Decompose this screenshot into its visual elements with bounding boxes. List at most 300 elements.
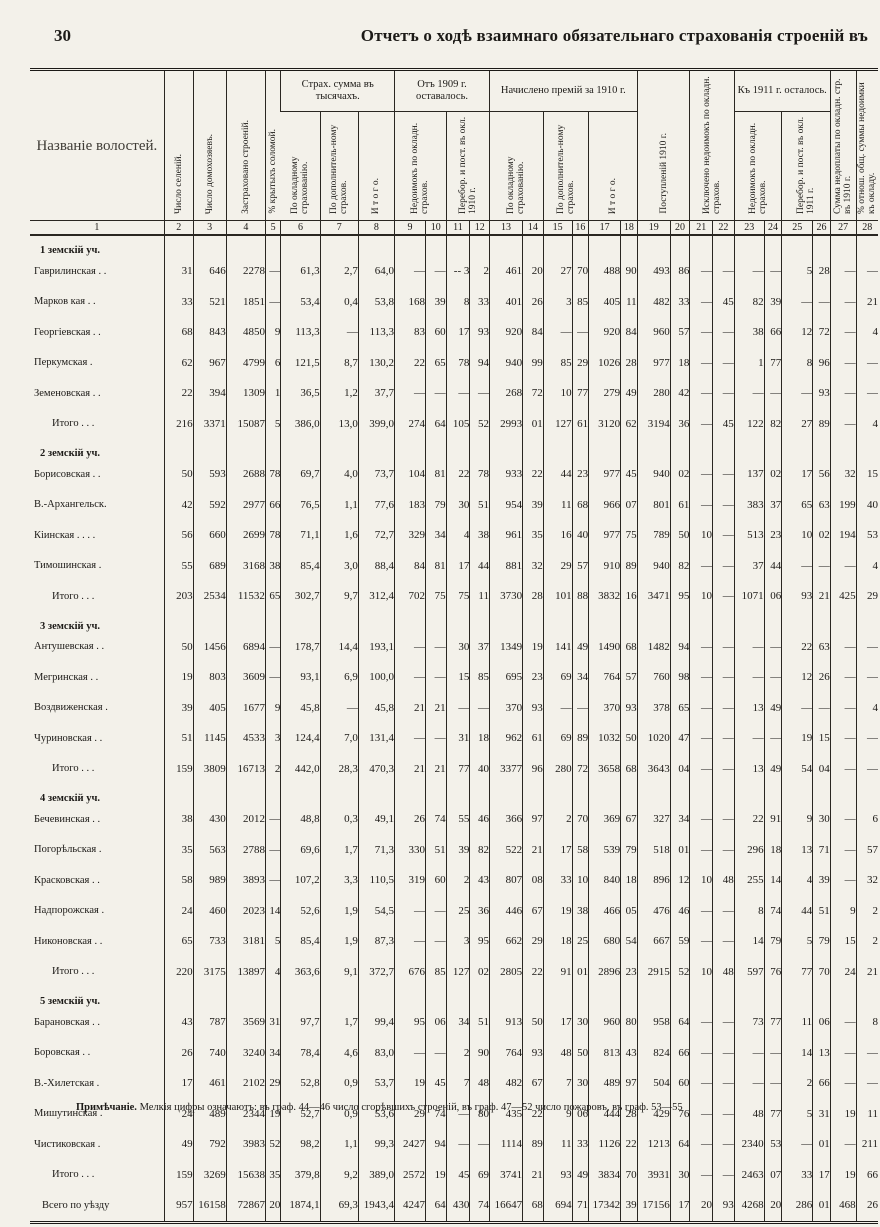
cell-c17: 3834 (589, 1160, 621, 1191)
cell-c4 (226, 784, 265, 804)
cell-c6 (281, 784, 320, 804)
cell-c20: 04 (670, 754, 690, 785)
cell-c14: 68 (523, 1190, 544, 1222)
cell-c27: — (830, 409, 856, 440)
cell-c11: 31 (446, 723, 470, 754)
cell-c15: 69 (543, 662, 572, 693)
cell-c25: 27 (782, 409, 813, 440)
cell-c25: 54 (782, 754, 813, 785)
cell-c11 (446, 235, 470, 256)
cell-c19: 896 (637, 865, 670, 896)
cell-c11: 7 (446, 1068, 470, 1099)
cell-c13: 366 (490, 804, 523, 835)
cell-c28: 211 (856, 1129, 878, 1160)
cell-c13: 933 (490, 459, 523, 490)
cell-c20: 47 (670, 723, 690, 754)
cell-c17: 966 (589, 490, 621, 521)
cell-c6: 379,8 (281, 1160, 320, 1191)
cell-c15 (543, 612, 572, 632)
cell-c11: 78 (446, 348, 470, 379)
subtotal-row (30, 957, 878, 988)
cell-c19: 504 (637, 1068, 670, 1099)
cell-c4 (226, 235, 265, 256)
cell-c9 (395, 612, 426, 632)
cell-c4: 3168 (226, 551, 265, 582)
cell-c24: — (764, 378, 782, 409)
cell-c3: 405 (193, 693, 226, 724)
cell-c3 (193, 612, 226, 632)
cell-c22: — (713, 754, 735, 785)
cell-c2: 38 (164, 804, 193, 835)
cell-c9: 84 (395, 551, 426, 582)
cell-c26: 26 (813, 662, 831, 693)
cell-c9 (395, 987, 426, 1007)
cell-c4: 3569 (226, 1007, 265, 1038)
cell-c12: 37 (470, 632, 490, 663)
cell-c11: 127 (446, 957, 470, 988)
header-premium-total: И т о г о. (589, 112, 638, 221)
cell-c16: 61 (572, 409, 589, 440)
cell-c17: 3832 (589, 581, 621, 612)
cell-c14: 28 (523, 581, 544, 612)
cell-c4: 2344 (226, 1099, 265, 1130)
cell-c6 (281, 439, 320, 459)
cell-c23: 38 (734, 317, 764, 348)
cell-c26: — (813, 693, 831, 724)
volost-name: Красковская . . (34, 874, 100, 886)
cell-c18: 23 (621, 957, 638, 988)
group-charged-1910: Начислено премій за 1910 г. (490, 70, 638, 112)
cell-c8: 53,7 (358, 1068, 394, 1099)
cell-c2: 203 (164, 581, 193, 612)
cell-c6: 78,4 (281, 1038, 320, 1069)
cell-c7: 1,9 (320, 926, 358, 957)
cell-c2: 65 (164, 926, 193, 957)
cell-c25: 4 (782, 865, 813, 896)
cell-c27: 32 (830, 459, 856, 490)
cell-c26: 15 (813, 723, 831, 754)
cell-c12: 74 (470, 1190, 490, 1222)
cell-c12: 85 (470, 662, 490, 693)
cell-c24: 79 (764, 926, 782, 957)
cell-c4: 2023 (226, 896, 265, 927)
cell-c21: 10 (690, 520, 713, 551)
column-number: 9 (395, 221, 426, 236)
cell-c24: 20 (764, 1190, 782, 1222)
cell-c14: 22 (523, 1099, 544, 1130)
cell-c15 (543, 439, 572, 459)
cell-c15: 3 (543, 287, 572, 318)
cell-c17: 3120 (589, 409, 621, 440)
cell-c17: 813 (589, 1038, 621, 1069)
cell-c22: — (713, 520, 735, 551)
cell-c4: 3983 (226, 1129, 265, 1160)
volost-name: Итого . . . (52, 418, 95, 430)
cell-c28: — (856, 348, 878, 379)
cell-c9: 274 (395, 409, 426, 440)
cell-c16: 29 (572, 348, 589, 379)
cell-c16: 49 (572, 632, 589, 663)
cell-c5: 65 (265, 581, 280, 612)
cell-c23: 2340 (734, 1129, 764, 1160)
cell-c21: — (690, 459, 713, 490)
column-number: 14 (523, 221, 544, 236)
cell-c24: 77 (764, 1099, 782, 1130)
cell-c2: 62 (164, 348, 193, 379)
cell-c23 (734, 439, 764, 459)
cell-c5 (265, 235, 280, 256)
cell-c11 (446, 987, 470, 1007)
cell-c15 (543, 784, 572, 804)
cell-c2: 159 (164, 1160, 193, 1191)
cell-c14 (523, 235, 544, 256)
cell-c14: 08 (523, 865, 544, 896)
cell-c27: — (830, 1038, 856, 1069)
cell-c27: — (830, 551, 856, 582)
cell-c3: 3371 (193, 409, 226, 440)
cell-c11: 75 (446, 581, 470, 612)
cell-c19: 3643 (637, 754, 670, 785)
cell-c16: 58 (572, 835, 589, 866)
cell-c27 (830, 439, 856, 459)
cell-c12: 46 (470, 804, 490, 835)
cell-c18: 39 (621, 1190, 638, 1222)
cell-c7: 0,4 (320, 287, 358, 318)
volost-name: В.-Хилетская . (34, 1077, 100, 1089)
cell-c12: 2 (470, 256, 490, 287)
cell-c21: — (690, 835, 713, 866)
cell-c12: 93 (470, 317, 490, 348)
volost-name: Марков кая . . (34, 296, 96, 308)
column-number: 18 (621, 221, 638, 236)
cell-c9: 19 (395, 1068, 426, 1099)
cell-c3: 989 (193, 865, 226, 896)
cell-c11: 30 (446, 632, 470, 663)
cell-c11: 15 (446, 662, 470, 693)
cell-c12: 48 (470, 1068, 490, 1099)
cell-c20 (670, 439, 690, 459)
column-number: 26 (813, 221, 831, 236)
volost-name: Итого . . . (52, 590, 95, 602)
cell-c15: 127 (543, 409, 572, 440)
cell-c21: — (690, 1007, 713, 1038)
cell-c4 (226, 439, 265, 459)
cell-c11: 2 (446, 1038, 470, 1069)
cell-c4: 2102 (226, 1068, 265, 1099)
cell-c25: 2 (782, 1068, 813, 1099)
cell-c4: 3609 (226, 662, 265, 693)
cell-c9: 2572 (395, 1160, 426, 1191)
cell-c23: — (734, 662, 764, 693)
cell-c26: 93 (813, 378, 831, 409)
cell-c26: 63 (813, 490, 831, 521)
cell-c22: 48 (713, 865, 735, 896)
cell-c20 (670, 987, 690, 1007)
cell-c16 (572, 612, 589, 632)
cell-c6: 53,4 (281, 287, 320, 318)
cell-c4: 2977 (226, 490, 265, 521)
section-label: 2 земскій уч. (40, 448, 101, 459)
cell-c26 (813, 987, 831, 1007)
cell-c19 (637, 439, 670, 459)
cell-c8: 399,0 (358, 409, 394, 440)
cell-c18: 89 (621, 551, 638, 582)
cell-c3: 563 (193, 835, 226, 866)
cell-c2: 49 (164, 1129, 193, 1160)
cell-c12: 95 (470, 926, 490, 957)
cell-c23: 513 (734, 520, 764, 551)
cell-c24: 76 (764, 957, 782, 988)
cell-c25 (782, 439, 813, 459)
column-number: 21 (690, 221, 713, 236)
cell-c3: 489 (193, 1099, 226, 1130)
cell-c8 (358, 987, 394, 1007)
cell-c11: 34 (446, 1007, 470, 1038)
cell-c19: 3931 (637, 1160, 670, 1191)
footnote-label: Примѣчаніе. (76, 1102, 137, 1113)
cell-c16: 10 (572, 865, 589, 896)
cell-c12: 33 (470, 287, 490, 318)
cell-c18 (621, 987, 638, 1007)
cell-c13: 954 (490, 490, 523, 521)
cell-c12 (470, 612, 490, 632)
cell-c21 (690, 987, 713, 1007)
cell-c24: 77 (764, 348, 782, 379)
cell-c17: 2896 (589, 957, 621, 988)
cell-c19: 940 (637, 459, 670, 490)
cell-c11 (446, 784, 470, 804)
cell-c18: 70 (621, 1160, 638, 1191)
cell-c5: — (265, 835, 280, 866)
cell-c8: 130,2 (358, 348, 394, 379)
cell-c10: 85 (425, 957, 446, 988)
cell-c20: 94 (670, 632, 690, 663)
cell-c21: 20 (690, 1190, 713, 1222)
cell-c26: 01 (813, 1129, 831, 1160)
cell-c10: — (425, 1038, 446, 1069)
subtotal-row (30, 409, 878, 440)
cell-c13: 3730 (490, 581, 523, 612)
cell-c14: 22 (523, 459, 544, 490)
cell-c4: 4533 (226, 723, 265, 754)
cell-c2 (164, 784, 193, 804)
cell-c7 (320, 987, 358, 1007)
cell-c12: 44 (470, 551, 490, 582)
cell-c7: 0,9 (320, 1068, 358, 1099)
cell-c20 (670, 784, 690, 804)
cell-c25: 5 (782, 1099, 813, 1130)
cell-c21: — (690, 662, 713, 693)
cell-c23: 8 (734, 896, 764, 927)
cell-c17: 370 (589, 693, 621, 724)
cell-c5: 31 (265, 1007, 280, 1038)
cell-c27: 19 (830, 1099, 856, 1130)
cell-c16: 88 (572, 581, 589, 612)
cell-c7: 69,3 (320, 1190, 358, 1222)
cell-c4 (226, 987, 265, 1007)
cell-c2: 26 (164, 1038, 193, 1069)
cell-c25 (782, 784, 813, 804)
cell-c14: 84 (523, 317, 544, 348)
cell-c18: 50 (621, 723, 638, 754)
cell-c18: 54 (621, 926, 638, 957)
cell-c10: 74 (425, 1099, 446, 1130)
cell-c9: — (395, 926, 426, 957)
cell-c5: 34 (265, 1038, 280, 1069)
cell-c10: 34 (425, 520, 446, 551)
cell-c5 (265, 439, 280, 459)
cell-c24: 18 (764, 835, 782, 866)
cell-c5: — (265, 256, 280, 287)
cell-c17: 1126 (589, 1129, 621, 1160)
cell-c7: 9,2 (320, 1160, 358, 1191)
cell-c20 (670, 235, 690, 256)
cell-c11: 77 (446, 754, 470, 785)
cell-c21: — (690, 754, 713, 785)
cell-c7: 9,1 (320, 957, 358, 988)
volost-name: Антушевская . . (34, 641, 105, 653)
table-row (30, 1038, 878, 1069)
cell-c7: 1,9 (320, 896, 358, 927)
cell-c5: 9 (265, 317, 280, 348)
column-number: 8 (358, 221, 394, 236)
cell-c23 (734, 612, 764, 632)
cell-c15: 48 (543, 1038, 572, 1069)
cell-c22: — (713, 1038, 735, 1069)
cell-c8: 312,4 (358, 581, 394, 612)
cell-c28: 4 (856, 551, 878, 582)
cell-c17 (589, 439, 621, 459)
cell-c11: -- 3 (446, 256, 470, 287)
cell-c23: 73 (734, 1007, 764, 1038)
cell-c28: — (856, 256, 878, 287)
cell-c28: 8 (856, 1007, 878, 1038)
cell-c12: 02 (470, 957, 490, 988)
cell-c24: 02 (764, 459, 782, 490)
cell-c25 (782, 235, 813, 256)
cell-c28: 2 (856, 896, 878, 927)
volost-name: Тимошинская . (34, 560, 102, 572)
cell-c13 (490, 439, 523, 459)
cell-c15: 694 (543, 1190, 572, 1222)
cell-c28: 4 (856, 317, 878, 348)
cell-c27 (830, 612, 856, 632)
cell-c28: — (856, 632, 878, 663)
cell-c2: 957 (164, 1190, 193, 1222)
cell-c28: 6 (856, 804, 878, 835)
cell-c21: — (690, 1129, 713, 1160)
cell-c8 (358, 235, 394, 256)
cell-c26: 21 (813, 581, 831, 612)
cell-c10: 21 (425, 693, 446, 724)
cell-c11: 105 (446, 409, 470, 440)
cell-c25: 77 (782, 957, 813, 988)
cell-c14: 21 (523, 1160, 544, 1191)
cell-c10: — (425, 378, 446, 409)
cell-c19: 1482 (637, 632, 670, 663)
cell-c20: 95 (670, 581, 690, 612)
cell-c25: 286 (782, 1190, 813, 1222)
cell-c26: 17 (813, 1160, 831, 1191)
cell-c22: — (713, 256, 735, 287)
cell-c27: — (830, 835, 856, 866)
volost-name: Боровская . . (34, 1047, 91, 1059)
cell-c26: 72 (813, 317, 831, 348)
cell-c11: 430 (446, 1190, 470, 1222)
cell-c7: 4,0 (320, 459, 358, 490)
cell-c28: — (856, 754, 878, 785)
cell-c7 (320, 784, 358, 804)
cell-c27: — (830, 287, 856, 318)
table-row (30, 835, 878, 866)
cell-c20: 57 (670, 317, 690, 348)
cell-c2: 55 (164, 551, 193, 582)
cell-c21: — (690, 1099, 713, 1130)
cell-c18: 18 (621, 865, 638, 896)
cell-c18: 05 (621, 896, 638, 927)
footnote-text: Мелкія цифры означаютъ: въ граф. 44—46 число сгорѣвшихъ строеній, въ граф. 47—52 число пожаровъ, въ граф. 53—55 (139, 1102, 683, 1113)
column-number: 22 (713, 221, 735, 236)
column-number: 2 (164, 221, 193, 236)
cell-c19: 977 (637, 348, 670, 379)
cell-c13 (490, 612, 523, 632)
cell-c17 (589, 235, 621, 256)
cell-c25: 93 (782, 581, 813, 612)
table-body (30, 235, 878, 1222)
cell-c18: 75 (621, 520, 638, 551)
cell-c26: 02 (813, 520, 831, 551)
cell-c11: 45 (446, 1160, 470, 1191)
cell-c26: 51 (813, 896, 831, 927)
table-row (30, 1007, 878, 1038)
cell-c6: 69,6 (281, 835, 320, 866)
cell-c4: 2012 (226, 804, 265, 835)
volost-name: В.-Архангельск. (34, 499, 107, 511)
cell-c14: 01 (523, 409, 544, 440)
column-number: 12 (470, 221, 490, 236)
cell-c18: 28 (621, 1099, 638, 1130)
cell-c8: 1943,4 (358, 1190, 394, 1222)
cell-c4: 3240 (226, 1038, 265, 1069)
table-row (30, 1068, 878, 1099)
cell-c27: — (830, 378, 856, 409)
cell-c25: 12 (782, 662, 813, 693)
section-header-row (30, 235, 878, 256)
cell-c9: 676 (395, 957, 426, 988)
cell-c11: 3 (446, 926, 470, 957)
cell-c13: 522 (490, 835, 523, 866)
cell-c11: 55 (446, 804, 470, 835)
cell-c7: 1,7 (320, 1007, 358, 1038)
cell-c21: — (690, 551, 713, 582)
cell-c6: 76,5 (281, 490, 320, 521)
cell-c23: 48 (734, 1099, 764, 1130)
cell-c21: — (690, 1038, 713, 1069)
cell-c14: 97 (523, 804, 544, 835)
cell-c27: — (830, 754, 856, 785)
cell-c26: 89 (813, 409, 831, 440)
cell-c13: 482 (490, 1068, 523, 1099)
header-insured-buildings: Застраховано строеній. (226, 70, 265, 221)
cell-c9: 104 (395, 459, 426, 490)
volost-name: Георгіевская . . (34, 326, 101, 338)
cell-c20: 18 (670, 348, 690, 379)
cell-c21: — (690, 723, 713, 754)
cell-c25: — (782, 1129, 813, 1160)
cell-c2: 50 (164, 459, 193, 490)
header-arrears-1909: Недоимокъ по окладн. страхов. (395, 112, 447, 221)
cell-c12: 36 (470, 896, 490, 927)
